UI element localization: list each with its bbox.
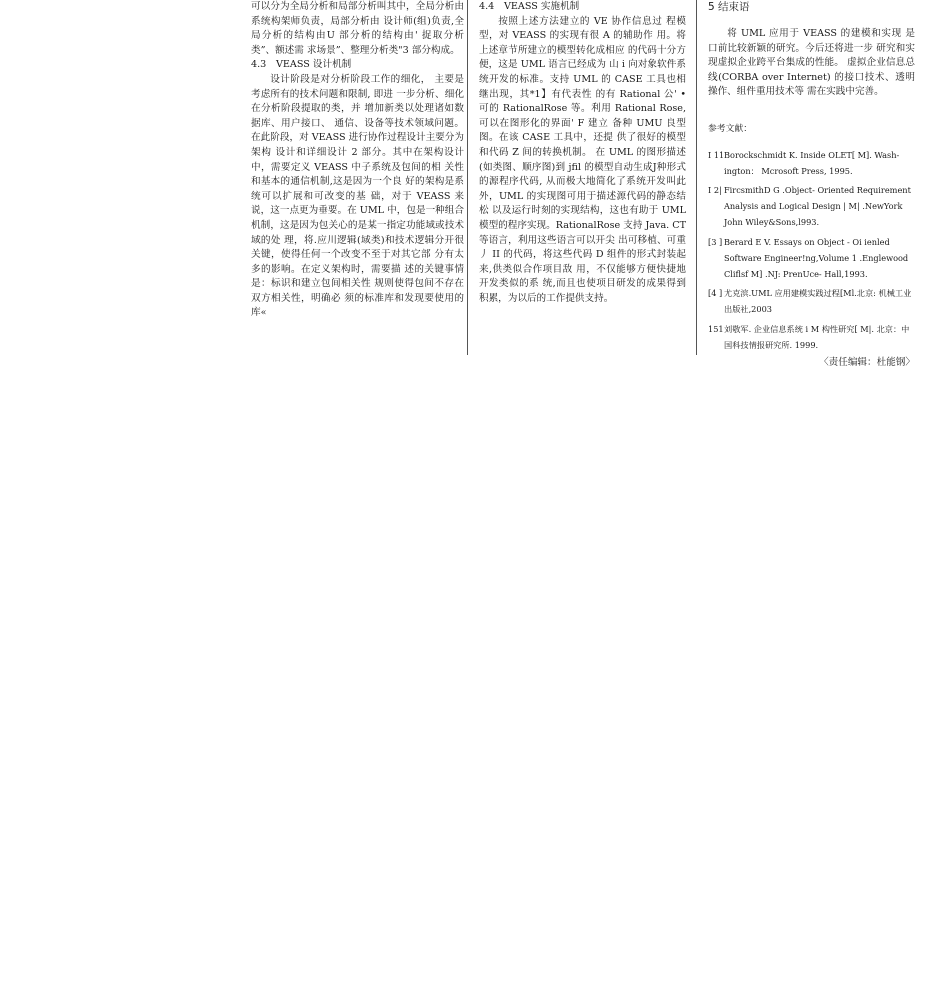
section-title: VEASS 设计机制	[276, 59, 352, 71]
paragraph: 可以分为全局分析和局部分析叫其中，全局分析由系统构架师负责，局部分析由 设计师(组)负责,全局分析的结构由U 部分析的结构由' 捉取分析类”、额述需 求场景”、整理分析类"3 部分构成。	[251, 1, 464, 56]
section-number: 4.4	[479, 1, 495, 12]
paragraph: 将 UML 应用于 VEASS 的建模和实现 是口前比较新颖的研究。今后还将进一步 研究和实现虚拟企业跨平台集成的性能。 虚拟企业信息总线(CORBA over Internet) 的接口技术、透明操作、组件重用技术等 需在实践中完善。	[708, 28, 915, 98]
reference-list	[708, 147, 915, 353]
reference-number: I 11	[708, 149, 725, 160]
reference-number: I 2|	[708, 184, 722, 195]
column-right	[708, 0, 915, 371]
reference-number: 151	[708, 323, 724, 334]
paragraph: 设计阶段是对分析阶段工作的细化， 主要是考虑所有的技术问题和限制, 即进 一步分析、细化在分析阶段提取的类，并 增加新类以处理诸如数据库、用户接口、 通信、设备等技术领域问题。在此阶段，对 VEASS 进行协作过程设计主要分为架构 设计和详细设计 2 部分。其中在架构设计 中，需要定义 VEASS 中子系统及包间的相 关性和基本的通信机制,这是因为一个良 好的架构是系统可以扩展和可改变的基 础，对于 VEASS 来说，这一点更为垂要。在 UML 中，包是一种组合机制，这是因为包关心的是某一指定功能域或技术域的处 理，将.应川逻辑(域类)和技术逻辑分开很 关键，使得任何一个改变不至于对其它部 分有太多的影响。在定义架构时，需要描 述的关键事情是：标识和建立包间相关性 规则使得包间不存在双方相关性，明确必 须的标准库和发现要使用的库«	[251, 73, 464, 319]
references-heading: 参考文献：	[708, 123, 752, 134]
reference-text: Berard E V. Essays on Object - Oi ienled Software Engineer!ng,Volume 1 .Englewood Cliflsf M] .NJ: PrenUce- Hall,1993.	[724, 236, 909, 279]
column-left	[251, 0, 464, 321]
section-heading-4-3	[251, 58, 464, 73]
reference-item	[708, 182, 915, 231]
reference-item	[708, 321, 915, 353]
column-divider	[467, 0, 468, 355]
column-divider	[696, 0, 697, 355]
section-heading-4-4	[479, 0, 686, 15]
editor-note: 〈责任编辑：杜能钢〉	[819, 357, 915, 368]
reference-text: Borockschmidt K. Inside OLET[ M]. Wash- ington： Mcrosoft Press, 1995.	[724, 149, 900, 176]
section-heading-conclusion: 5 结束语	[708, 1, 750, 13]
reference-item	[708, 234, 915, 283]
section-number: 4.3	[251, 59, 267, 71]
reference-text: 刘敬军. 企业信息系统 i M 构性研究[ M|. 北京：中国科技情报研究所. 1999.	[724, 323, 910, 350]
reference-text: FircsmithD G .Object- Oriented Requirement Analysis and Logical Design | M| .NewYork John Wiley&Sons,l993.	[724, 184, 911, 228]
column-middle	[479, 0, 686, 306]
reference-item	[708, 285, 915, 317]
paragraph: 按照上述方法建立的 VE 协作信息过 程模型，对 VEASS 的实现有很 A 的辅助作 用。将上述章节所建立的模型转化成相应 的代码十分方便，这是 UML 语言已经成为 山 i 向对象软件系统开发的标准。支持 UML 的 CASE 工具也相继出现，其*1】有代表性 的有 Rational 公' • 可的 RationalRose 等。利用 Rational Rose,可以在图形化的界面' F 建立 备种 UMU 良型图。在该 CASE 工具中，还提 供了很好的模型和代码 Z 间的转换机制。 在 UML 的图形描述(如类图、顺序图)到 jfil 的模型自动生成J种形式的源程序代码, 从而极大地简化了系统开发叫此外，UML 的实现图可用于描述源代码的静态结松 以及运行时刻的实现结构，这也有助于 UML 模型的程序实现。RationalRose 支持 Java. CT 等语言，利用这些语言可以开尖 出可移植、可重丿 II 的代码，将这些代码 D 组件的形式封装起来,供类似合作项目敌 用，不仅能够方便快捷地开发类似的系 统,而且也使项目研发的成果得到积累，为以后的工作提供支持。	[479, 15, 687, 304]
reference-item	[708, 147, 915, 179]
reference-number: [3 ]	[708, 236, 723, 247]
reference-number: [4 ]	[708, 288, 723, 299]
section-title: VEASS 实施机制	[504, 1, 580, 12]
reference-text: 尤克滨.UML 应用建模实践过程[Ml.北京: 机械工业出版社,2003	[724, 288, 912, 315]
